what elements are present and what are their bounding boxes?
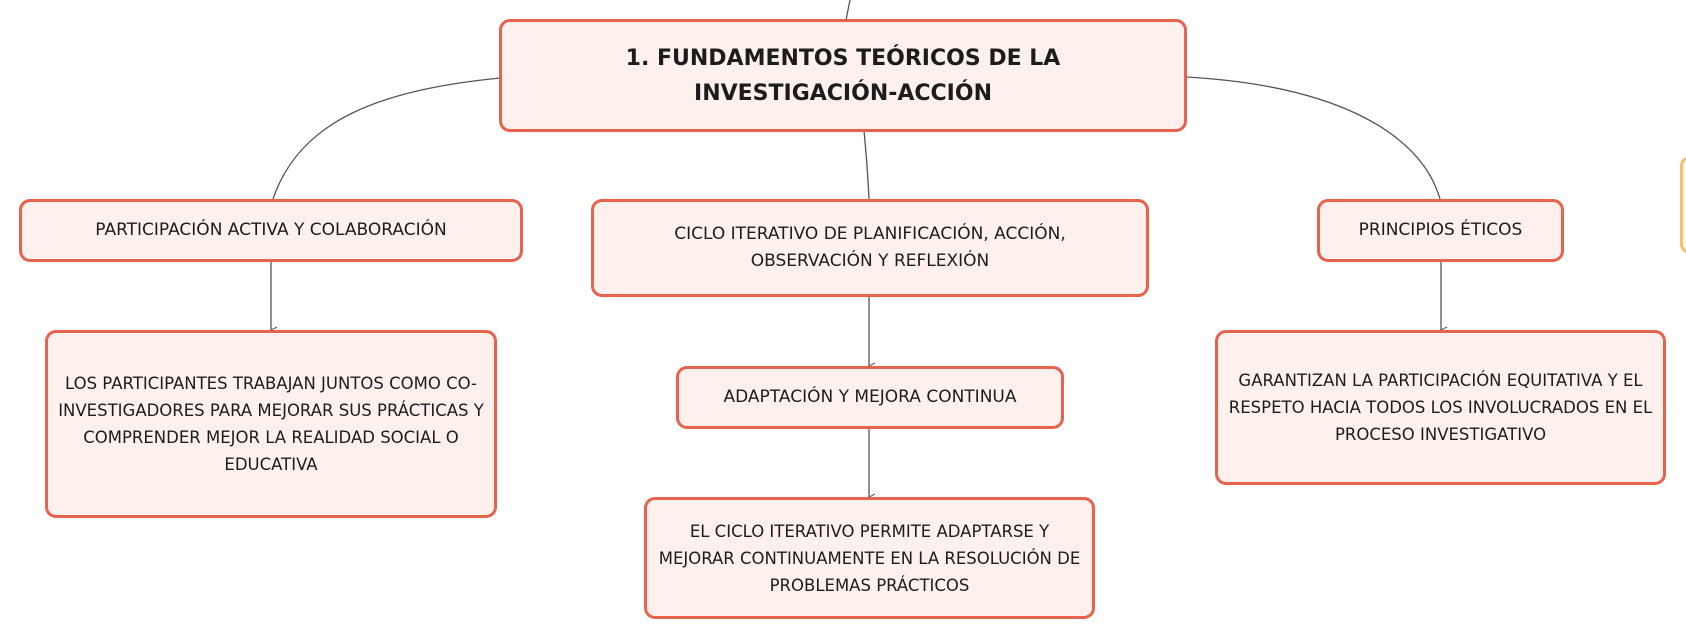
topic-principios-eticos[interactable] — [1317, 199, 1564, 262]
topic-participacion-activa-label: PARTICIPACIÓN ACTIVA Y COLABORACIÓN — [95, 220, 447, 240]
connector-root-participacion — [273, 78, 500, 199]
connector-root-ciclo — [864, 131, 869, 199]
topic-ciclo-iterativo-label: CICLO ITERATIVO DE PLANIFICACIÓN, ACCIÓN, OBSERVACIÓN Y REFLEXIÓN — [674, 224, 1066, 271]
detail-participacion-activa-text: LOS PARTICIPANTES TRABAJAN JUNTOS COMO CO-INVESTIGADORES PARA MEJORAR SUS PRÁCTICAS Y COMPRENDER MEJOR LA REALIDAD SOCIAL O EDUCATIVA — [58, 374, 484, 474]
detail-ciclo-iterativo-text: EL CICLO ITERATIVO PERMITE ADAPTARSE Y MEJORAR CONTINUAMENTE EN LA RESOLUCIÓN DE PROBLEMAS PRÁCTICOS — [658, 521, 1081, 595]
detail-participacion-activa[interactable] — [45, 330, 497, 518]
topic-ciclo-iterativo[interactable] — [591, 199, 1149, 297]
topic-principios-eticos-label: PRINCIPIOS ÉTICOS — [1358, 220, 1523, 240]
detail-principios-eticos[interactable] — [1215, 330, 1666, 485]
root-topic-label: 1. FUNDAMENTOS TEÓRICOS DE LA INVESTIGACIÓN-ACCIÓN — [625, 45, 1061, 106]
adjacent-topic-edge[interactable] — [1680, 156, 1686, 254]
connector-parent-to-root — [846, 0, 850, 20]
detail-principios-eticos-text: GARANTIZAN LA PARTICIPACIÓN EQUITATIVA Y EL RESPETO HACIA TODOS LOS INVOLUCRADOS EN EL PROCESO INVESTIGATIVO — [1228, 371, 1653, 444]
subtopic-adaptacion-mejora[interactable] — [676, 366, 1064, 429]
topic-participacion-activa[interactable] — [19, 199, 523, 262]
subtopic-adaptacion-mejora-label: ADAPTACIÓN Y MEJORA CONTINUA — [723, 387, 1017, 407]
connector-root-principios — [1186, 77, 1440, 199]
root-topic[interactable] — [499, 19, 1187, 132]
detail-ciclo-iterativo[interactable] — [644, 497, 1095, 619]
